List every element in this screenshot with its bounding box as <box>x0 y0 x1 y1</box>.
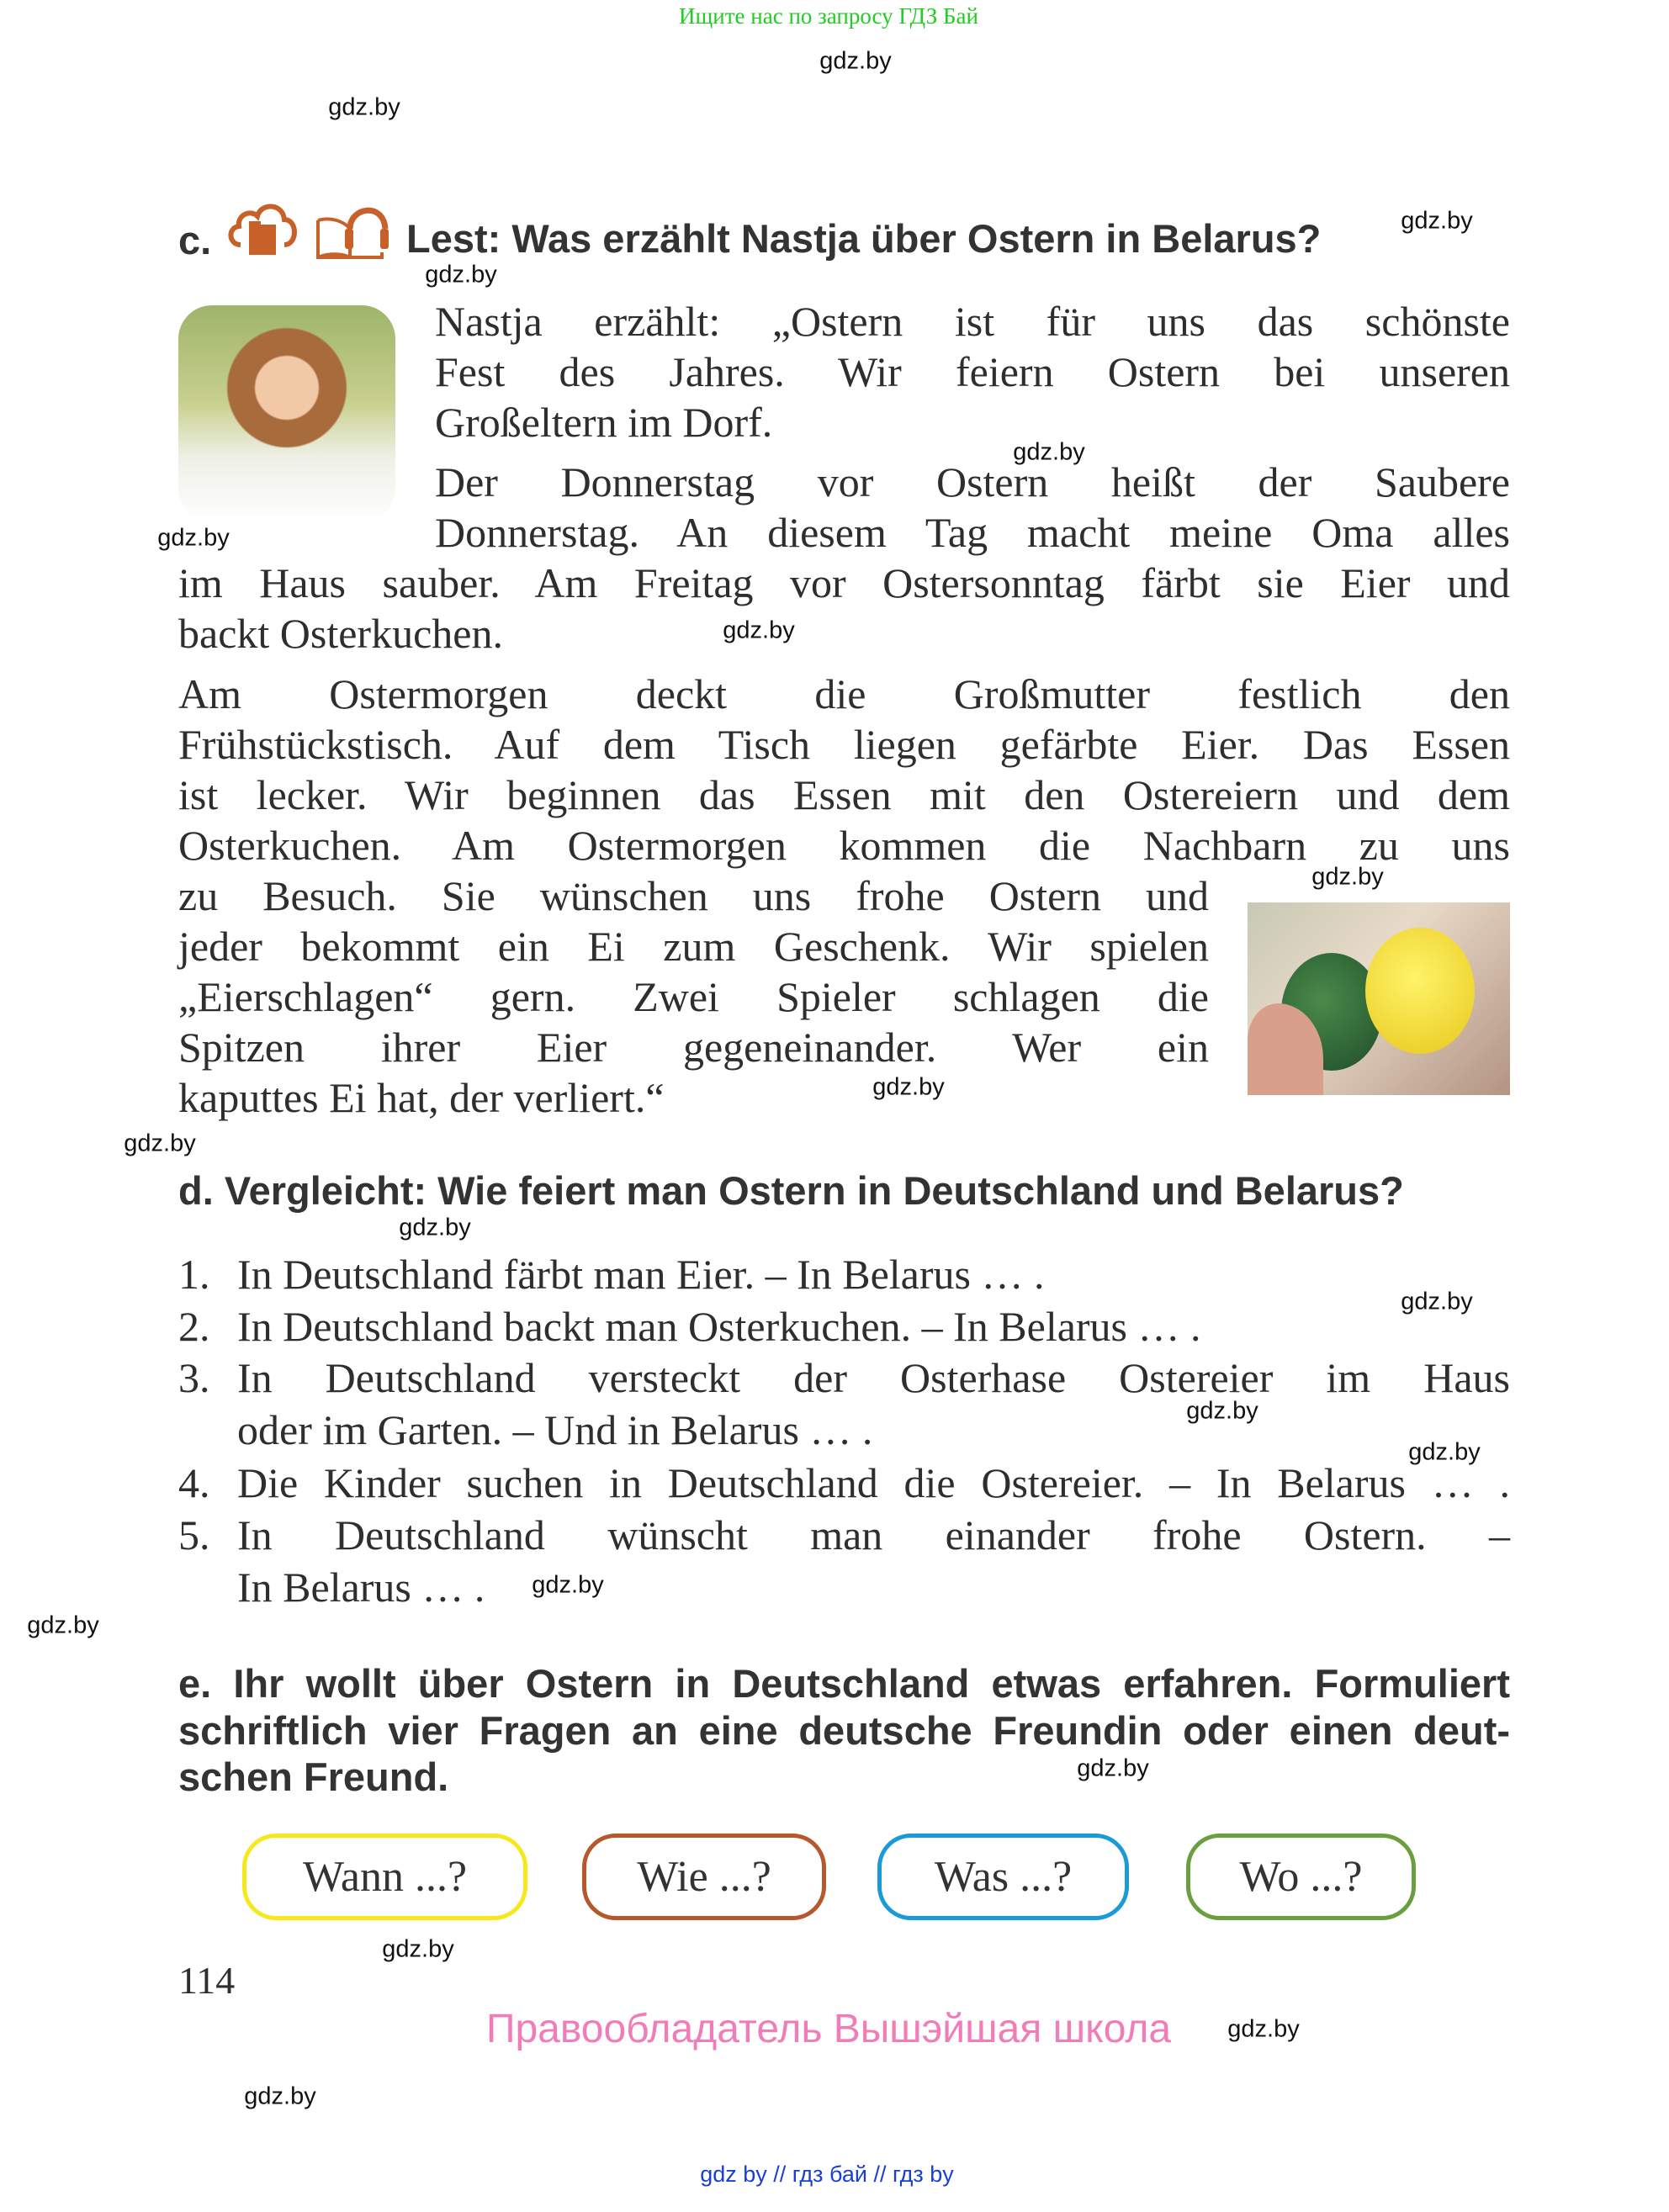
text-line: backt Osterkuchen. <box>178 610 503 657</box>
watermark: gdz.by <box>1401 207 1473 235</box>
list-item-continued: oder im Garten. – Und in Belarus … . <box>237 1406 873 1453</box>
text-line: Nastja erzählt: „Ostern ist für uns das schönste <box>435 298 1510 345</box>
list-item-continued: In Belarus … . <box>237 1564 485 1611</box>
watermark: gdz.by <box>1013 438 1085 466</box>
text-line: jeder bekommt ein Ei zum Geschenk. Wir spielen <box>178 923 1209 970</box>
watermark: gdz.by <box>1401 1288 1473 1315</box>
text-line: ist lecker. Wir beginnen das Essen mit den Ostereiern und dem <box>178 771 1510 818</box>
girl-photo <box>178 305 395 522</box>
copyright-notice: Правообладатель Вышэйшая школа <box>485 2007 1172 2051</box>
prompt-wann: Wann ...? <box>242 1834 527 1920</box>
text-line: Fest des Jahres. Wir feiern Ostern bei unseren <box>435 348 1510 395</box>
list-item: In Deutschland färbt man Eier. – In Belarus … . <box>237 1251 1045 1298</box>
text-line: Donnerstag. An diesem Tag macht meine Oma alles <box>435 509 1510 556</box>
section-c-letter: c. <box>178 218 212 262</box>
watermark: gdz.by <box>819 47 892 75</box>
page-number: 114 <box>178 1959 236 2002</box>
section-e-line: e. Ihr wollt über Ostern in Deutschland etwas erfahren. Formuliert <box>178 1661 1510 1706</box>
list-item: In Deutschland versteckt der Osterhase Ostereier im Haus <box>237 1354 1510 1401</box>
text-line: Osterkuchen. Am Ostermorgen kommen die Nachbarn zu uns <box>178 822 1510 869</box>
book-headphones-icon <box>313 195 394 262</box>
list-number: 4. <box>178 1459 210 1506</box>
prompt-wo: Wo ...? <box>1186 1834 1416 1920</box>
watermark: gdz.by <box>425 261 497 288</box>
footer-links[interactable]: gdz by // гдз бай // гдз by <box>700 2162 954 2187</box>
list-item: Die Kinder suchen in Deutschland die Ostereier. – In Belarus … . <box>237 1459 1510 1506</box>
section-e-line: schen Freund. <box>178 1754 449 1799</box>
section-c-title: Lest: Was erzählt Nastja über Ostern in Belarus? <box>406 216 1322 261</box>
text-line: Am Ostermorgen deckt die Großmutter festlich den <box>178 670 1510 717</box>
watermark: gdz.by <box>723 617 795 644</box>
text-line: Spitzen ihrer Eier gegeneinander. Wer ein <box>178 1024 1209 1071</box>
cloud-folder-icon <box>225 198 299 258</box>
watermark: gdz.by <box>328 93 400 121</box>
list-number: 5. <box>178 1511 210 1558</box>
text-line: „Eierschlagen“ gern. Zwei Spieler schlagen die <box>178 973 1209 1020</box>
watermark: gdz.by <box>157 524 230 552</box>
watermark: gdz.by <box>244 2082 316 2110</box>
section-e-line: schriftlich vier Fragen an eine deutsche Freundin oder einen deut- <box>178 1708 1510 1753</box>
list-number: 1. <box>178 1251 210 1298</box>
watermark: gdz.by <box>1227 2015 1300 2043</box>
search-hint-banner: Ищите нас по запросу ГДЗ Бай <box>679 3 978 29</box>
watermark: gdz.by <box>872 1073 945 1101</box>
watermark: gdz.by <box>1408 1438 1481 1466</box>
text-line: kaputtes Ei hat, der verliert.“ <box>178 1074 665 1121</box>
text-line: im Haus sauber. Am Freitag vor Ostersonntag färbt sie Eier und <box>178 559 1510 606</box>
section-d-title: d. Vergleicht: Wie feiert man Ostern in Deutschland und Belarus? <box>178 1168 1404 1213</box>
text-line: Frühstückstisch. Auf dem Tisch liegen gefärbte Eier. Das Essen <box>178 721 1510 768</box>
text-line: Großeltern im Dorf. <box>435 399 773 446</box>
prompt-was: Was ...? <box>877 1834 1129 1920</box>
text-line: Der Donnerstag vor Ostern heißt der Saubere <box>435 458 1510 505</box>
watermark: gdz.by <box>124 1130 196 1157</box>
list-item: In Deutschland wünscht man einander frohe Ostern. – <box>237 1511 1510 1558</box>
watermark: gdz.by <box>27 1611 99 1639</box>
watermark: gdz.by <box>1077 1754 1149 1782</box>
list-number: 3. <box>178 1354 210 1401</box>
watermark: gdz.by <box>532 1571 604 1599</box>
watermark: gdz.by <box>1186 1397 1258 1425</box>
list-number: 2. <box>178 1303 210 1350</box>
watermark: gdz.by <box>399 1214 471 1241</box>
text-line: zu Besuch. Sie wünschen uns frohe Ostern und <box>178 872 1209 919</box>
list-item: In Deutschland backt man Osterkuchen. – In Belarus … . <box>237 1303 1201 1350</box>
prompt-wie: Wie ...? <box>582 1834 826 1920</box>
easter-eggs-photo <box>1248 902 1510 1095</box>
watermark: gdz.by <box>382 1935 454 1963</box>
watermark: gdz.by <box>1311 863 1384 891</box>
